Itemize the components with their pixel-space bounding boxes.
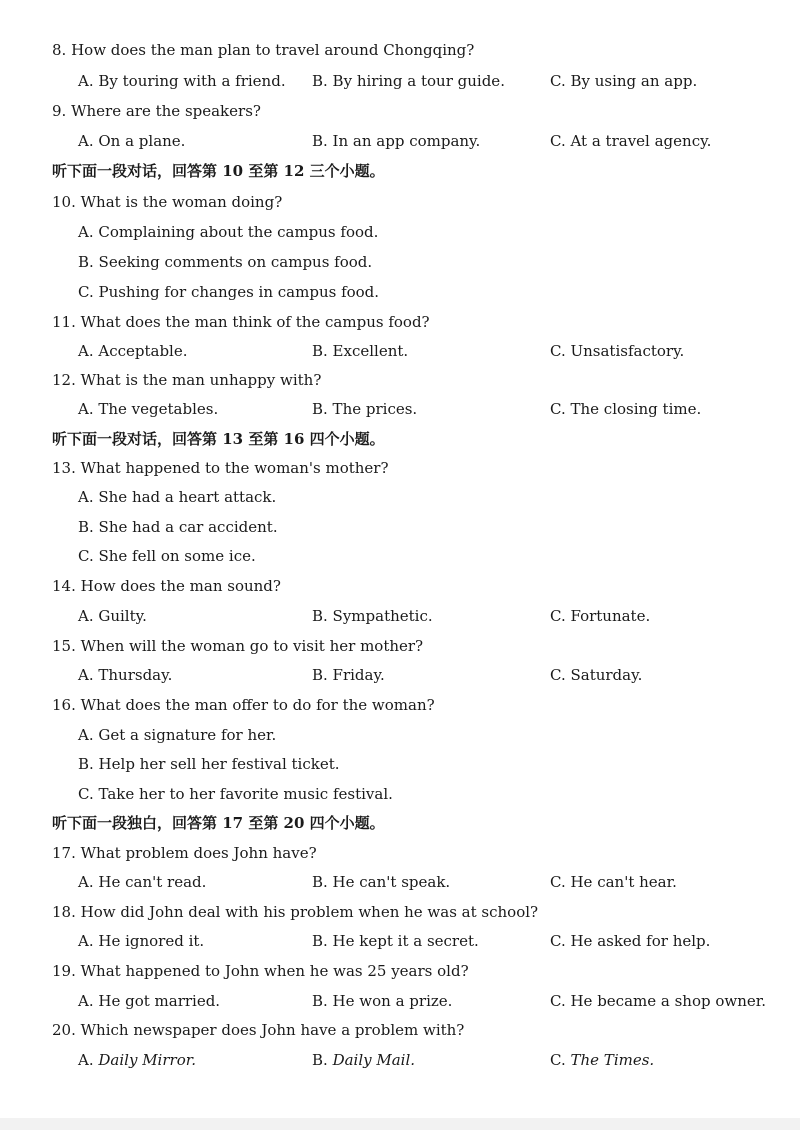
question-17 [0, 839, 800, 868]
question-18-options [0, 927, 800, 956]
option-c: C. Pushing for changes in campus food. [78, 283, 380, 301]
option-c: C. Unsatisfactory. [550, 342, 685, 360]
option-c: C. Take her to her favorite music festival. [78, 785, 393, 803]
option-c: C. By using an app. [550, 72, 698, 90]
question-11 [0, 308, 800, 337]
option-c: C. The closing time. [550, 400, 702, 418]
question-stem: 18. How did John deal with his problem when he was at school? [52, 903, 539, 921]
question-10-option-b-row [0, 248, 800, 277]
question-stem: 15. When will the woman go to visit her mother? [52, 637, 424, 655]
section-instruction: 听下面一段对话，回答第 13 至第 16 四个小题。 [52, 430, 385, 448]
question-15 [0, 632, 800, 661]
question-20 [0, 1016, 800, 1045]
option-a: A. She had a heart attack. [78, 488, 277, 506]
question-9 [0, 97, 800, 126]
option-b: B. Seeking comments on campus food. [78, 253, 373, 271]
option-b: B. Friday. [312, 666, 385, 684]
option-a: A. Get a signature for her. [78, 726, 277, 744]
question-11-options [0, 337, 800, 366]
question-13-option-a-row [0, 483, 800, 512]
question-8-options [0, 67, 800, 96]
option-a: A. He ignored it. [78, 932, 205, 950]
option-text: Daily Mail. [332, 1051, 416, 1069]
option-a: A. The vegetables. [78, 400, 219, 418]
option-b: B. He kept it a secret. [312, 932, 479, 950]
option-b: B. Sympathetic. [312, 607, 433, 625]
section-instruction: 听下面一段独白，回答第 17 至第 20 四个小题。 [52, 814, 385, 832]
option-b: B. Help her sell her festival ticket. [78, 755, 340, 773]
question-stem: 13. What happened to the woman's mother? [52, 459, 389, 477]
option-c: C. Saturday. [550, 666, 643, 684]
question-16-option-a-row [0, 721, 800, 750]
option-b: B. The prices. [312, 400, 418, 418]
option-a: A. Complaining about the campus food. [78, 223, 379, 241]
option-c: C. She fell on some ice. [78, 547, 256, 565]
question-19-options [0, 987, 800, 1016]
option-a: A. Thursday. [78, 666, 173, 684]
question-19 [0, 957, 800, 986]
section-instruction: 听下面一段对话，回答第 10 至第 12 三个小题。 [52, 162, 385, 180]
question-stem: 17. What problem does John have? [52, 844, 317, 862]
option-c [550, 1046, 654, 1075]
question-12 [0, 366, 800, 395]
question-10-option-c-row [0, 278, 800, 307]
question-16-option-c-row [0, 780, 800, 809]
option-a: A. Guilty. [78, 607, 147, 625]
question-17-options [0, 868, 800, 897]
option-a [78, 1046, 196, 1075]
option-b: B. By hiring a tour guide. [312, 72, 505, 90]
option-a: A. By touring with a friend. [78, 72, 286, 90]
question-stem: 20. Which newspaper does John have a problem with? [52, 1021, 465, 1039]
page-bottom-edge [0, 1118, 800, 1130]
option-c: C. Fortunate. [550, 607, 651, 625]
option-c: C. He became a shop owner. [550, 992, 767, 1010]
option-letter: C. [550, 1051, 566, 1069]
option-b: B. He can't speak. [312, 873, 451, 891]
question-12-options [0, 395, 800, 424]
option-text: The Times. [570, 1051, 655, 1069]
question-14 [0, 572, 800, 601]
question-13 [0, 454, 800, 483]
section-heading-1 [0, 157, 800, 186]
question-10 [0, 188, 800, 217]
question-stem: 19. What happened to John when he was 25 years old? [52, 962, 469, 980]
question-10-option-a-row [0, 218, 800, 247]
option-letter: A. [78, 1051, 94, 1069]
question-stem: 12. What is the man unhappy with? [52, 371, 322, 389]
question-15-options [0, 661, 800, 690]
section-heading-2 [0, 425, 800, 454]
question-16-option-b-row [0, 750, 800, 779]
option-a: A. He got married. [78, 992, 221, 1010]
question-20-options [0, 1046, 800, 1075]
option-c: C. He can't hear. [550, 873, 677, 891]
question-stem: 16. What does the man offer to do for the woman? [52, 696, 435, 714]
option-b: B. In an app company. [312, 132, 481, 150]
question-18 [0, 898, 800, 927]
option-text: Daily Mirror. [98, 1051, 197, 1069]
option-c: C. He asked for help. [550, 932, 711, 950]
question-stem: 10. What is the woman doing? [52, 193, 283, 211]
question-13-option-c-row [0, 542, 800, 571]
option-a: A. Acceptable. [78, 342, 188, 360]
option-letter: B. [312, 1051, 328, 1069]
question-stem: 9. Where are the speakers? [52, 102, 261, 120]
option-a: A. On a plane. [78, 132, 186, 150]
question-14-options [0, 602, 800, 631]
question-8 [0, 36, 800, 65]
option-b: B. She had a car accident. [78, 518, 278, 536]
option-c: C. At a travel agency. [550, 132, 712, 150]
option-b: B. Excellent. [312, 342, 409, 360]
section-heading-3 [0, 809, 800, 838]
question-16 [0, 691, 800, 720]
question-13-option-b-row [0, 513, 800, 542]
option-b [312, 1046, 415, 1075]
question-stem: 8. How does the man plan to travel around Chongqing? [52, 41, 475, 59]
question-stem: 11. What does the man think of the campus food? [52, 313, 430, 331]
question-9-options [0, 127, 800, 156]
option-a: A. He can't read. [78, 873, 207, 891]
option-b: B. He won a prize. [312, 992, 453, 1010]
question-stem: 14. How does the man sound? [52, 577, 281, 595]
